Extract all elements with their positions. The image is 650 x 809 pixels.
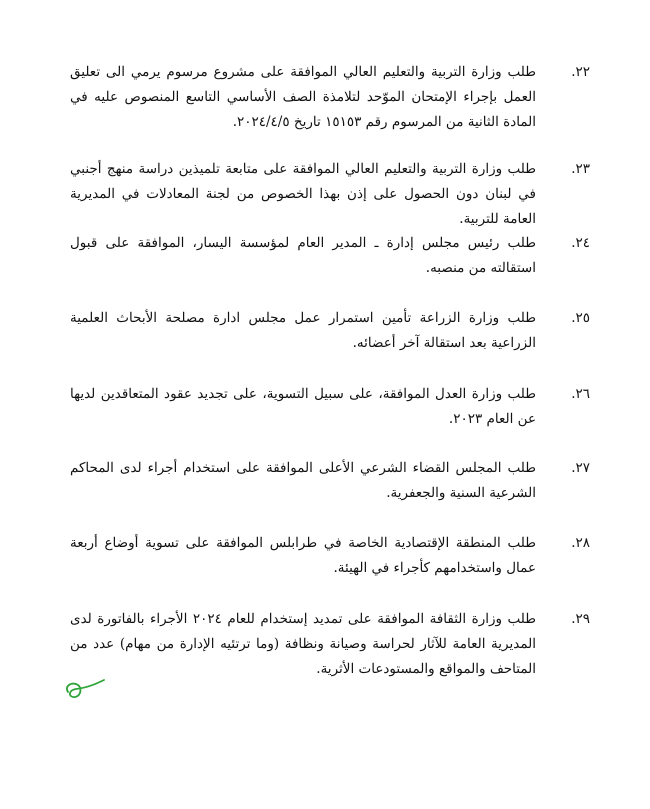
item-text: طلب وزارة التربية والتعليم العالي الموافقة على متابعة تلميذين دراسة منهج أجنبي في لبنان دون الحصول على إذن بهذا الخصوص من لجنة المعادلات في المديرية العامة للتربية. (70, 161, 536, 227)
item-number: ٢٤. (571, 235, 590, 251)
list-item (70, 231, 590, 281)
list-item (70, 382, 590, 432)
item-number: ٢٥. (571, 310, 590, 326)
list-item (70, 607, 590, 682)
item-number: ٢٣. (571, 161, 590, 177)
list-item (70, 60, 590, 135)
item-number: ٢٦. (571, 386, 590, 402)
item-text: طلب المجلس القضاء الشرعي الأعلى الموافقة على استخدام أجراء لدى المحاكم الشرعية السنية والجعفرية. (70, 460, 536, 501)
item-number: ٢٩. (571, 611, 590, 627)
item-number: ٢٢. (571, 64, 590, 80)
list-item (70, 456, 590, 506)
item-text: طلب وزارة العدل الموافقة، على سبيل التسوية، على تجديد عقود المتعاقدين لديها عن العام ٢٠٢٣. (70, 386, 536, 427)
item-text: طلب رئيس مجلس إدارة ـ المدير العام لمؤسسة اليسار، الموافقة على قبول استقالته من منصبه. (70, 235, 536, 276)
item-number: ٢٨. (571, 535, 590, 551)
list-item (70, 531, 590, 581)
item-text: طلب وزارة التربية والتعليم العالي الموافقة على مشروع مرسوم يرمي الى تعليق العمل بإجراء الإمتحان الموّحد لتلامذة الصف الأساسي التاسع المنصوص عليه في المادة الثانية من المرسوم رقم ١٥١٥٣ تاريخ ٢٠٢٤/٤/٥. (70, 64, 536, 130)
item-number: ٢٧. (571, 460, 590, 476)
signature-mark (58, 672, 108, 712)
list-item (70, 157, 590, 232)
item-text: طلب وزارة الزراعة تأمين استمرار عمل مجلس ادارة مصلحة الأبحاث العلمية الزراعية بعد استقالة آخر أعضائه. (70, 310, 536, 351)
item-text: طلب المنطقة الإقتصادية الخاصة في طرابلس الموافقة على تسوية أوضاع أربعة عمال واستخدامهم كأجراء في الهيئة. (70, 535, 536, 576)
item-text: طلب وزارة الثقافة الموافقة على تمديد إستخدام للعام ٢٠٢٤ الأجراء بالفاتورة لدى المديرية العامة للآثار لحراسة وصيانة ونظافة (وما ترتئيه الإدارة من مهام) عدد من المتاحف والمواقع والمستودعات الأثرية. (70, 611, 536, 677)
list-item (70, 306, 590, 356)
